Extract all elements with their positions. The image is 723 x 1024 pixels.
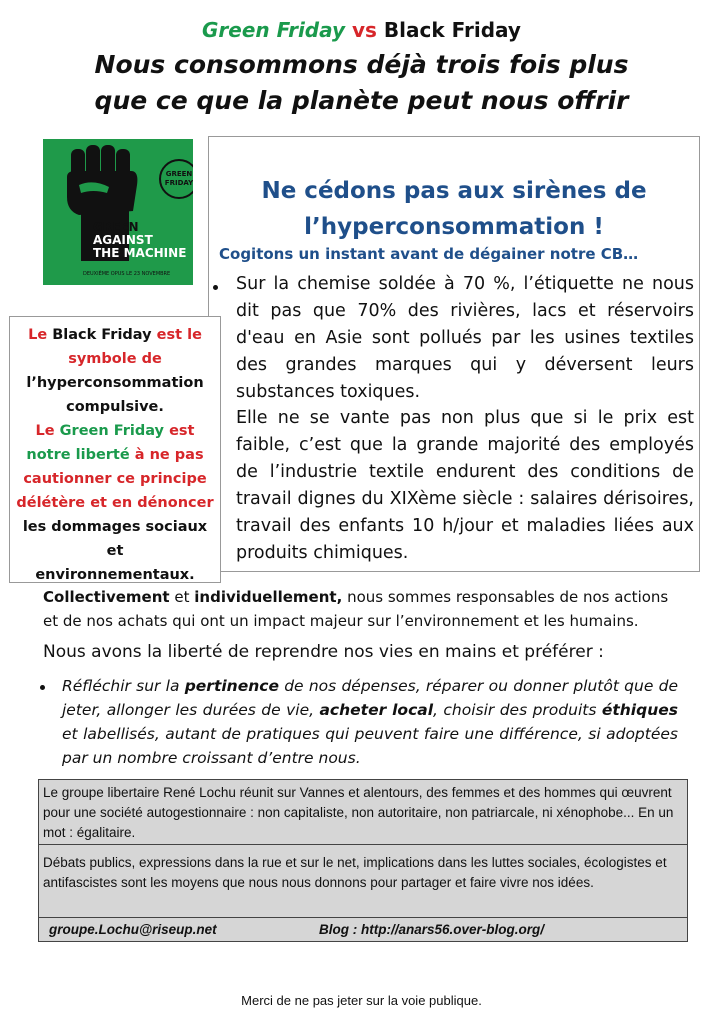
bold-text: pertinence — [184, 677, 279, 695]
bullet-dot — [213, 285, 218, 290]
paragraph-reflechir — [62, 674, 678, 770]
text: , choisir des produits — [433, 701, 597, 719]
footer-note: Merci de ne pas jeter sur la voie publique. — [241, 993, 482, 1008]
black-friday-label: Black Friday — [383, 18, 521, 42]
headline-2: que ce que la planète peut nous offrir — [94, 86, 629, 115]
paragraph-responsabilite — [43, 585, 683, 633]
text: et — [174, 588, 190, 606]
article-title-1: Ne cédons pas aux sirènes de — [261, 178, 647, 204]
bullet-dot — [40, 685, 45, 690]
black-friday-info-box — [9, 316, 221, 583]
article-title — [209, 173, 699, 245]
blog-link[interactable]: Blog : http://anars56.over-blog.org/ — [319, 922, 545, 937]
slogan-green: GREEN — [93, 220, 139, 234]
bullet-chemise: Sur la chemise soldée à 70 %, l’étiquette ne nous dit pas que 70% des rivières, lacs et réservoirs d'eau en Asie sont pollués par les usines textiles des grandes marques qui y déversent leurs substances toxiques. — [236, 274, 694, 402]
text: et labellisés, autant de pratiques qui peuvent faire une différence, si adoptées par un nombre croissant d’entre nous. — [62, 725, 678, 767]
bold-text: Collectivement — [43, 588, 170, 606]
text: de nos dépenses, réparer ou donner plutôt que de jeter, allonger les durées de vie, — [62, 677, 678, 719]
headline-1: Nous consommons déjà trois fois plus — [94, 50, 629, 79]
info-text: cautionner ce principe — [23, 471, 207, 487]
info-text: les dommages sociaux et — [22, 519, 208, 559]
text: nous sommes responsables de nos actions et de nos achats qui ont un impact majeur sur l’environnement et les humains. — [43, 588, 669, 630]
text: Réfléchir sur la — [62, 677, 180, 695]
divider — [39, 844, 687, 845]
bullet-prix: Elle ne se vante pas non plus que si le prix est faible, c’est que la grande majorité des employés de l’industrie textile endurent des conditions de travail dignes du XIXème siècle : salaires dérisoires, travail des enfants 10 h/jour et maladies liées aux produits chimiques. — [236, 408, 694, 563]
article-title-2: l’hyperconsommation ! — [304, 214, 604, 240]
info-text: Le — [28, 327, 48, 343]
info-text: à ne pas — [134, 447, 204, 463]
info-text: Le — [35, 423, 55, 439]
info-text: l’hyperconsommation — [26, 375, 204, 391]
paragraph-liberte: Nous avons la liberté de reprendre nos vies en mains et préférer : — [43, 642, 604, 662]
info-text: est le — [156, 327, 202, 343]
email-link[interactable]: groupe.Lochu@riseup.net — [49, 922, 217, 937]
header-line — [0, 18, 723, 42]
info-text: symbole de — [68, 351, 162, 367]
info-text: Black Friday — [52, 327, 152, 343]
vs-label: vs — [352, 18, 377, 42]
divider — [39, 917, 687, 918]
bold-text: acheter local — [319, 701, 434, 719]
group-actions: Débats publics, expressions dans la rue et sur le net, implications dans les luttes sociales, écologistes et antifascistes sont les moyens que nous nous donnons pour partager et faire vivre nos idées. — [43, 855, 667, 890]
main-article-box — [208, 136, 700, 572]
info-text: Green Friday — [59, 423, 165, 439]
green-friday-badge: GREEN FRIDAY — [159, 159, 193, 199]
group-description: Le groupe libertaire René Lochu réunit sur Vannes et alentours, des femmes et des hommes qui œuvrent pour une société autogestionnaire : non capitaliste, non autoritaire, non patriarcale, ni xénophobe... En un mot : égalitaire. — [43, 785, 674, 840]
group-info-box — [38, 779, 688, 942]
article-subtitle: Cogitons un instant avant de dégainer notre CB… — [219, 245, 639, 263]
green-friday-label: Green Friday — [202, 18, 346, 42]
poster-slogan — [93, 221, 193, 260]
info-text: notre liberté — [26, 447, 130, 463]
info-text: délétère et en dénoncer — [16, 495, 214, 511]
bold-text: éthiques — [601, 701, 678, 719]
green-friday-poster — [43, 139, 193, 285]
bold-text: individuellement, — [194, 588, 343, 606]
slogan-machine: THE MACHINE — [93, 246, 187, 260]
poster-date: DEUXIÈME OPUS LE 23 NOVEMBRE — [83, 271, 171, 277]
info-text: compulsive. — [66, 399, 164, 415]
info-text: environnementaux. — [35, 567, 195, 583]
slogan-against: AGAINST — [93, 233, 153, 247]
info-text: est — [169, 423, 195, 439]
